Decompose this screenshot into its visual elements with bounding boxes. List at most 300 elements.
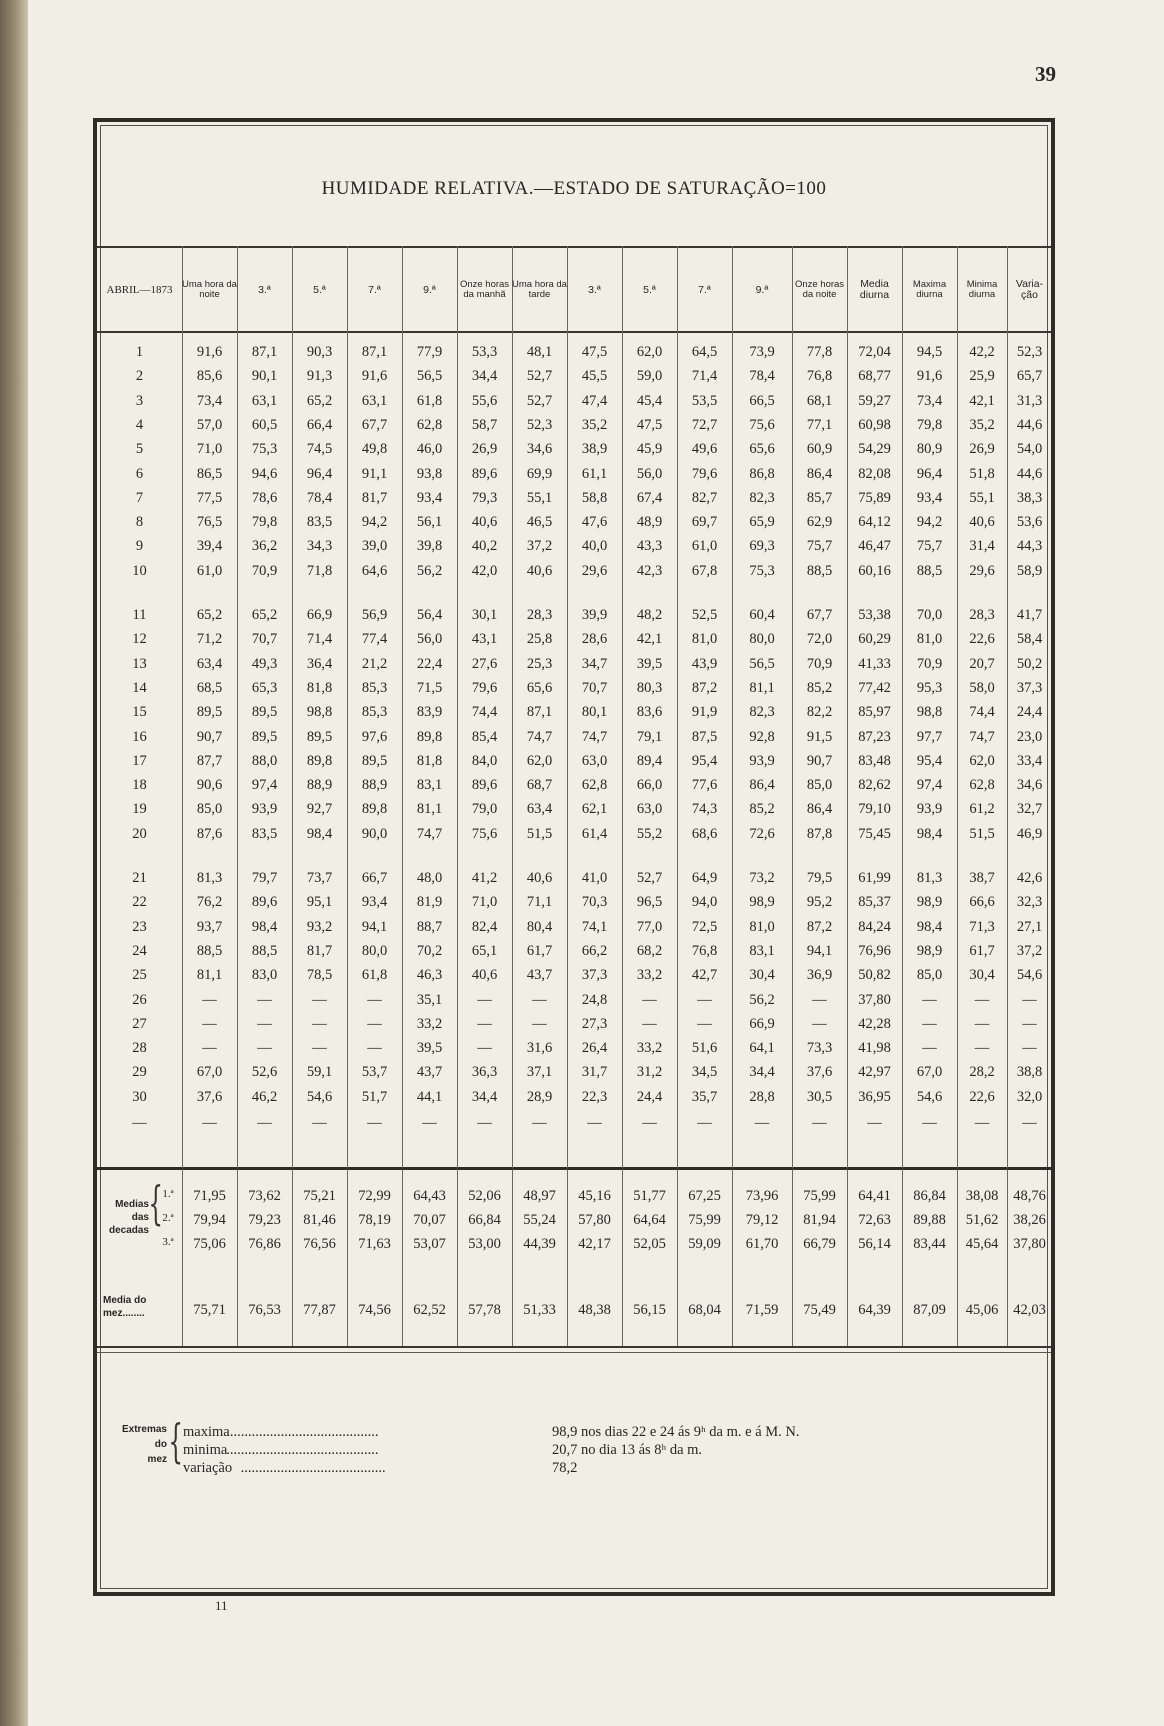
table-cell: 66,2	[581, 942, 608, 959]
column-header: Media diurna	[859, 278, 890, 301]
table-cell: 47,5	[636, 416, 663, 433]
decade-mean-cell: 75,06	[193, 1236, 226, 1252]
table-cell: 63,1	[251, 392, 278, 409]
table-cell: 87,1	[251, 344, 278, 360]
table-cell: —	[642, 1015, 657, 1032]
table-cell: 46,0	[416, 441, 443, 458]
table-cell: 31,4	[969, 538, 995, 555]
decade-mean-cell: 42,17	[578, 1236, 611, 1252]
table-cell: 40,6	[526, 870, 553, 886]
medias-brace: {	[148, 1176, 163, 1230]
table-cell: 90,0	[361, 825, 388, 842]
table-cell: 73,4	[196, 392, 223, 409]
table-cell: 75,3	[251, 441, 278, 458]
table-cell: 42,2	[969, 344, 995, 360]
table-cell: 91,5	[806, 728, 833, 745]
decade-mean-cell: 38,26	[1013, 1212, 1046, 1228]
table-cell: 80,3	[636, 679, 663, 696]
table-cell: 23,0	[1016, 728, 1043, 745]
table-cell: —	[367, 991, 382, 1008]
table-cell: 44,1	[416, 1088, 443, 1105]
table-cell: 49,3	[251, 655, 278, 672]
table-cell: 33,2	[636, 1040, 663, 1057]
table-cell: 68,5	[196, 679, 223, 696]
signature-number: 11	[215, 1598, 228, 1613]
decade-mean-cell: 38,08	[965, 1188, 999, 1204]
table-cell: 47,4	[581, 392, 608, 409]
table-cell: 51,7	[361, 1088, 388, 1105]
table-cell: 70,9	[916, 655, 943, 672]
column-header: Minima diurna	[966, 279, 998, 300]
table-cell: 73,2	[749, 870, 775, 886]
table-cell: 54,6	[1016, 967, 1043, 984]
table-cell: 83,1	[749, 942, 775, 959]
table-frame	[93, 118, 1055, 1596]
table-cell: 81,1	[416, 801, 443, 818]
table-cell: 74,7	[581, 728, 608, 745]
extremas-brace: {	[168, 1414, 183, 1468]
decade-mean-cell: 56,14	[858, 1236, 891, 1252]
table-cell: 65,6	[526, 679, 553, 696]
table-cell: 48,1	[526, 344, 553, 360]
row-day: 23	[132, 918, 147, 935]
row-day: 7	[135, 489, 144, 506]
table-cell: 53,3	[471, 344, 498, 360]
table-cell: 35,7	[691, 1088, 718, 1105]
table-cell: 87,6	[196, 825, 223, 842]
extremas-value: 98,9 nos dias 22 e 24 ás 9ʰ da m. e á M. N.	[552, 1424, 800, 1440]
table-cell: 90,7	[806, 752, 833, 769]
table-cell: 89,6	[471, 777, 498, 794]
table-cell: 75,3	[749, 562, 775, 579]
table-cell: 95,1	[306, 894, 333, 911]
table-cell: —	[477, 1115, 492, 1131]
table-cell: 81,1	[749, 679, 775, 696]
table-cell: 42,97	[858, 1064, 891, 1081]
table-cell: 42,1	[969, 392, 995, 409]
table-cell: 81,1	[196, 967, 223, 984]
row-day: 9	[135, 538, 144, 555]
table-cell: 80,4	[526, 918, 553, 935]
table-cell: 34,4	[471, 1088, 498, 1105]
table-cell: 31,6	[526, 1040, 553, 1057]
decade-mean-cell: 75,21	[303, 1188, 336, 1204]
table-cell: 22,3	[581, 1088, 608, 1105]
table-cell: —	[367, 1015, 382, 1032]
table-cell: 75,6	[471, 825, 498, 842]
table-cell: 93,8	[416, 465, 443, 482]
table-cell: 30,1	[471, 607, 498, 623]
table-cell: 43,7	[526, 967, 553, 984]
table-cell: 85,0	[196, 801, 223, 818]
table-cell: 89,5	[196, 704, 223, 721]
table-cell: 90,1	[251, 368, 278, 385]
decade-mean-cell: 53,00	[468, 1236, 501, 1252]
decade-mean-cell: 79,23	[248, 1212, 281, 1228]
medias-label-line: decadas	[108, 1225, 149, 1236]
table-cell: 69,7	[691, 514, 718, 531]
monthly-mean-cell: 71,59	[745, 1302, 779, 1318]
decade-mean-cell: 57,80	[578, 1212, 611, 1228]
table-cell: 64,6	[361, 562, 388, 579]
table-cell: 34,4	[471, 368, 498, 385]
table-cell: —	[754, 1115, 770, 1131]
table-cell: 37,2	[1016, 942, 1043, 959]
table-cell: 91,1	[361, 465, 388, 482]
table-cell: 98,8	[916, 704, 943, 721]
decade-mean-cell: 73,62	[248, 1188, 281, 1204]
table-cell: 58,4	[1016, 631, 1043, 648]
table-cell: 85,2	[806, 679, 833, 696]
table-cell: 82,3	[749, 704, 775, 721]
table-cell: 60,5	[251, 416, 278, 433]
table-cell: —	[922, 1040, 937, 1057]
monthly-mean-cell: 62,52	[413, 1302, 446, 1318]
table-cell: 97,6	[361, 728, 388, 745]
table-cell: 66,0	[636, 777, 663, 794]
row-day: 5	[135, 441, 144, 458]
table-cell: 65,2	[251, 607, 278, 623]
table-cell: 55,1	[526, 489, 553, 506]
book-spine	[0, 0, 28, 1726]
table-cell: 84,24	[858, 918, 891, 935]
table-cell: 64,5	[691, 344, 718, 360]
table-cell: —	[312, 1015, 327, 1032]
table-cell: 41,0	[581, 870, 608, 886]
table-cell: 76,8	[806, 368, 833, 385]
table-cell: 75,7	[806, 538, 833, 555]
table-cell: 51,6	[691, 1040, 718, 1057]
table-cell: 82,08	[858, 465, 891, 482]
table-cell: 56,1	[416, 514, 443, 531]
table-cell: 93,2	[306, 918, 333, 935]
table-cell: 51,8	[969, 465, 995, 482]
table-cell: 56,5	[749, 655, 775, 672]
table-cell: 98,9	[916, 894, 943, 911]
table-cell: 83,9	[416, 704, 443, 721]
table-cell: 35,2	[581, 416, 608, 433]
table-cell: 87,2	[691, 679, 718, 696]
table-cell: 85,3	[361, 679, 388, 696]
table-cell: —	[812, 1115, 827, 1131]
table-cell: 95,3	[916, 679, 943, 696]
table-cell: 66,9	[306, 607, 333, 623]
table-cell: 88,7	[416, 918, 443, 935]
table-cell: 87,2	[806, 918, 833, 935]
table-cell: 78,5	[306, 967, 333, 984]
table-cell: —	[422, 1115, 437, 1131]
table-cell: —	[974, 1015, 990, 1032]
table-cell: —	[367, 1040, 382, 1057]
column-header: 7.ª	[698, 283, 711, 296]
table-cell: 87,8	[806, 825, 833, 842]
table-cell: 30,5	[806, 1088, 833, 1105]
table-cell: —	[697, 1015, 712, 1032]
table-cell: 97,4	[251, 777, 278, 794]
table-cell: 55,2	[636, 825, 663, 842]
decade-mean-cell: 89,88	[913, 1212, 946, 1228]
table-cell: 79,5	[806, 870, 833, 886]
monthly-mean-cell: 45,06	[965, 1302, 999, 1318]
table-cell: 73,3	[806, 1040, 833, 1057]
table-cell: 78,6	[251, 489, 278, 506]
table-cell: —	[974, 1040, 990, 1057]
row-day: 12	[132, 631, 147, 648]
row-day: 30	[132, 1088, 147, 1105]
table-cell: 61,0	[691, 538, 718, 555]
table-cell: 61,7	[969, 942, 995, 959]
table-cell: 75,89	[858, 489, 891, 506]
table-cell: 80,0	[361, 942, 388, 959]
table-cell: 42,7	[691, 967, 718, 984]
table-cell: 98,8	[306, 704, 333, 721]
header-month-line: —	[139, 284, 151, 296]
table-cell: 81,8	[416, 752, 443, 769]
table-cell: 63,4	[196, 655, 223, 672]
table-cell: 58,8	[581, 489, 608, 506]
table-cell: 95,2	[806, 894, 833, 911]
table-cell: 28,3	[526, 607, 553, 623]
row-day: 27	[132, 1015, 147, 1032]
row-day: 6	[135, 465, 144, 482]
table-cell: 68,1	[806, 392, 833, 409]
row-day: 25	[132, 967, 147, 984]
table-cell: —	[587, 1115, 602, 1131]
column-header: Varia- ção	[1015, 278, 1044, 301]
table-cell: 62,0	[969, 752, 995, 769]
table-cell: 39,8	[416, 538, 443, 555]
decade-mean-cell: 71,63	[358, 1236, 391, 1252]
table-cell: 73,7	[306, 870, 333, 886]
table-cell: 87,5	[691, 728, 718, 745]
table-cell: 62,0	[526, 752, 553, 769]
table-cell: —	[257, 1115, 272, 1131]
extremas-dots: ..........................................	[226, 1424, 379, 1440]
table-cell: 81,0	[749, 918, 775, 935]
table-cell: 73,9	[749, 344, 775, 360]
table-cell: 67,4	[636, 489, 663, 506]
table-cell: 79,3	[471, 489, 498, 506]
table-cell: 66,5	[749, 392, 775, 409]
table-cell: 92,7	[306, 801, 333, 818]
table-cell: 38,7	[969, 870, 995, 886]
table-cell: —	[257, 1040, 272, 1057]
table-cell: —	[532, 1115, 547, 1131]
table-cell: 72,7	[691, 416, 718, 433]
row-day: 20	[132, 825, 147, 842]
table-cell: 67,0	[196, 1064, 223, 1081]
table-cell: —	[922, 1015, 937, 1032]
table-cell: 67,7	[361, 416, 388, 433]
table-cell: 55,6	[471, 392, 498, 409]
table-cell: 52,7	[636, 870, 663, 886]
table-cell: 91,6	[196, 344, 223, 360]
table-cell: 93,4	[416, 489, 443, 506]
row-day: 15	[132, 704, 147, 721]
column-header: 5.ª	[643, 283, 656, 296]
table-cell: 60,98	[858, 416, 891, 433]
table-cell: 71,4	[691, 368, 718, 385]
table-cell: 70,3	[581, 894, 608, 911]
table-cell: 70,7	[581, 679, 608, 696]
column-header: 9.ª	[755, 283, 769, 296]
table-cell: 40,6	[471, 514, 498, 531]
table-cell: 42,28	[858, 1015, 891, 1032]
table-cell: 61,99	[858, 870, 891, 886]
table-cell: 94,2	[361, 514, 388, 531]
extremas-dots: ..........................................	[226, 1442, 379, 1458]
table-cell: 50,2	[1016, 655, 1043, 672]
column-header: 5.ª	[313, 283, 326, 296]
table-cell: 81,0	[916, 631, 943, 648]
table-cell: 76,96	[858, 942, 891, 959]
decade-mean-cell: 67,25	[688, 1188, 721, 1204]
column-header: 7.ª	[368, 283, 381, 296]
table-cell: 59,1	[306, 1064, 333, 1081]
table-cell: 58,7	[471, 416, 498, 433]
table-cell: 28,2	[969, 1064, 995, 1081]
table-cell: 31,7	[581, 1064, 608, 1081]
table-cell: 24,4	[636, 1088, 663, 1105]
table-cell: 53,6	[1016, 514, 1043, 531]
table-cell: 56,5	[416, 368, 443, 385]
table-cell: 58,9	[1016, 562, 1043, 579]
table-cell: 45,9	[636, 441, 663, 458]
table-cell: 98,4	[916, 825, 943, 842]
table-cell: 43,3	[636, 538, 663, 555]
table-cell: 64,9	[691, 870, 718, 886]
table-cell: 26,4	[581, 1040, 608, 1057]
table-cell: 69,9	[526, 465, 553, 482]
table-cell: 91,6	[916, 368, 943, 385]
table-cell: —	[812, 991, 827, 1008]
table-cell: 70,0	[916, 607, 943, 623]
table-cell: 26,9	[471, 441, 498, 458]
table-cell: 89,5	[306, 728, 333, 745]
table-cell: 53,5	[691, 392, 718, 409]
decade-mean-cell: 76,86	[248, 1236, 281, 1252]
table-cell: 90,3	[306, 344, 333, 360]
header-month-line: ABRIL	[106, 284, 140, 296]
table-cell: 34,4	[749, 1064, 775, 1081]
table-cell: 85,0	[806, 777, 833, 794]
table-cell: 75,6	[749, 416, 775, 433]
column-header: Uma hora da noite	[182, 279, 237, 300]
table-cell: 65,7	[1016, 368, 1043, 385]
table-cell: 93,9	[251, 801, 278, 818]
table-cell: 76,8	[691, 942, 718, 959]
table-cell: —	[697, 991, 712, 1008]
table-cell: 40,0	[581, 538, 608, 555]
decade-mean-cell: 55,24	[523, 1212, 556, 1228]
table-cell: 28,6	[581, 631, 608, 648]
monthly-mean-cell: 68,04	[688, 1302, 721, 1318]
table-cell: 39,0	[361, 538, 388, 555]
table-cell: 65,2	[306, 392, 333, 409]
decade-mean-cell: 83,44	[913, 1236, 946, 1252]
monthly-mean-cell: 42,03	[1013, 1302, 1046, 1318]
table-cell: 89,8	[361, 801, 388, 818]
table-cell: 33,4	[1016, 752, 1043, 769]
table-cell: 98,9	[749, 894, 775, 911]
table-cell: 34,7	[581, 655, 608, 672]
table-cell: 80,9	[916, 441, 943, 458]
extremas-label	[101, 1422, 167, 1467]
decade-mean-cell: 45,64	[965, 1236, 999, 1252]
table-cell: 40,6	[969, 514, 995, 531]
column-header: 9.ª	[423, 283, 436, 296]
table-cell: 95,4	[691, 752, 718, 769]
table-cell: 33,2	[636, 967, 663, 984]
table-cell: 34,6	[1016, 777, 1043, 794]
table-cell: 36,95	[858, 1088, 891, 1105]
table-cell: 78,4	[749, 368, 775, 385]
table-cell: 77,1	[806, 416, 833, 433]
table-cell: 39,9	[581, 607, 608, 623]
table-cell: 40,6	[471, 967, 498, 984]
table-cell: 88,5	[916, 562, 943, 579]
table-cell: 65,3	[251, 679, 278, 696]
table-cell: 85,7	[806, 489, 833, 506]
table-cell: 20,7	[969, 655, 995, 672]
table-cell: 79,1	[636, 728, 663, 745]
table-cell: 62,8	[416, 416, 443, 433]
table-cell: 85,6	[196, 368, 223, 385]
table-cell: 62,0	[636, 344, 663, 360]
table-cell: 70,7	[251, 631, 278, 648]
table-cell: 32,0	[1016, 1088, 1043, 1105]
table-cell: 98,4	[916, 918, 943, 935]
table-cell: 44,6	[1016, 416, 1043, 433]
table-cell: 81,3	[916, 870, 943, 886]
table-cell: 96,4	[306, 465, 333, 482]
decade-mean-cell: 66,79	[803, 1236, 836, 1252]
table-cell: 25,9	[969, 368, 995, 385]
table-cell: 52,7	[526, 368, 553, 385]
table-cell: 52,3	[526, 416, 553, 433]
table-cell: 97,4	[916, 777, 943, 794]
table-cell: —	[312, 1115, 327, 1131]
table-cell: 67,7	[806, 607, 833, 623]
table-cell: 71,2	[196, 631, 223, 648]
decade-mean-cell: 44,39	[523, 1236, 556, 1252]
decade-mean-cell: 76,56	[303, 1236, 336, 1252]
decade-mean-cell: 64,43	[413, 1188, 446, 1204]
table-cell: 61,4	[581, 825, 608, 842]
table-cell: 72,0	[806, 631, 833, 648]
table-cell: 37,6	[196, 1088, 223, 1105]
table-cell: 42,1	[636, 631, 663, 648]
table-cell: 64,1	[749, 1040, 775, 1057]
table-cell: 34,3	[306, 538, 333, 555]
table-cell: 60,9	[806, 441, 833, 458]
table-cell: 36,9	[806, 967, 833, 984]
extremas-value: 78,2	[552, 1460, 578, 1476]
table-cell: 37,80	[858, 991, 891, 1008]
table-cell: —	[202, 1015, 217, 1032]
table-cell: 65,6	[749, 441, 775, 458]
table-cell: 67,0	[916, 1064, 943, 1081]
table-cell: 51,5	[969, 825, 995, 842]
table-cell: 59,27	[858, 392, 891, 409]
table-cell: 27,3	[581, 1015, 608, 1032]
table-cell: 74,4	[471, 704, 498, 721]
decade-mean-cell: 72,99	[358, 1188, 391, 1204]
decade-label: 1.ª	[162, 1188, 174, 1200]
table-cell: 94,0	[691, 894, 718, 911]
table-cell: 36,4	[306, 655, 333, 672]
table-cell: 77,6	[691, 777, 718, 794]
